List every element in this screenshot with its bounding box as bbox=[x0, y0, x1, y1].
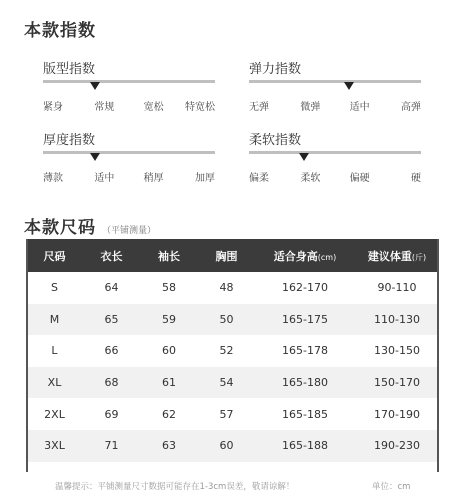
header-sleeve: 袖长 bbox=[140, 239, 198, 272]
scale-track bbox=[43, 80, 215, 83]
table-cell: 62 bbox=[140, 398, 198, 430]
table-cell: 71 bbox=[83, 430, 140, 462]
table-cell: 52 bbox=[198, 335, 255, 367]
table-cell: 63 bbox=[140, 430, 198, 462]
table-cell: 69 bbox=[83, 398, 140, 430]
scale-option: 偏硬 bbox=[349, 173, 370, 184]
scale-marker-icon bbox=[90, 82, 100, 90]
table-row bbox=[26, 430, 439, 462]
scale-option: 硬 bbox=[411, 173, 421, 184]
scale-track bbox=[249, 80, 421, 83]
scale-options bbox=[43, 98, 215, 112]
table-cell: 66 bbox=[83, 335, 140, 367]
table-cell: 65 bbox=[83, 304, 140, 336]
table-cell: L bbox=[26, 335, 83, 367]
index-label: 版型指数 bbox=[43, 62, 96, 77]
unit-label: 单位：cm bbox=[372, 482, 411, 492]
table-cell: 60 bbox=[140, 335, 198, 367]
table-cell: 3XL bbox=[26, 430, 83, 462]
table-cell: 48 bbox=[198, 272, 255, 304]
scale-marker-icon bbox=[299, 153, 309, 161]
scale-option: 柔软 bbox=[300, 173, 321, 184]
scale-marker-icon bbox=[90, 153, 100, 161]
index-label: 厚度指数 bbox=[43, 133, 96, 148]
scale-option: 薄款 bbox=[43, 173, 63, 184]
size-table bbox=[26, 239, 439, 462]
table-row bbox=[26, 398, 439, 430]
table-cell: 64 bbox=[83, 272, 140, 304]
scale-option: 无弹 bbox=[249, 102, 269, 113]
table-cell: 59 bbox=[140, 304, 198, 336]
table-header-row bbox=[26, 239, 439, 272]
table-row bbox=[26, 335, 439, 367]
scale-track bbox=[249, 151, 421, 154]
table-cell: 165-188 bbox=[255, 430, 355, 462]
table-cell: 165-178 bbox=[255, 335, 355, 367]
measurement-tip: 温馨提示：平铺测量尺寸数据可能存在1-3cm误差，敬请谅解！ bbox=[55, 482, 295, 492]
table-cell: 165-180 bbox=[255, 367, 355, 399]
header-height: 适合身高(cm) bbox=[255, 239, 355, 272]
header-length: 衣长 bbox=[83, 239, 140, 272]
scale-option: 微弹 bbox=[300, 102, 321, 113]
scale-option: 宽松 bbox=[143, 102, 164, 113]
table-cell: 2XL bbox=[26, 398, 83, 430]
table-cell: 150-170 bbox=[355, 367, 439, 399]
scale-option: 适中 bbox=[349, 102, 370, 113]
table-cell: 54 bbox=[198, 367, 255, 399]
index-label: 弹力指数 bbox=[249, 62, 302, 77]
table-cell: S bbox=[26, 272, 83, 304]
table-cell: M bbox=[26, 304, 83, 336]
scale-options bbox=[249, 169, 421, 183]
table-row bbox=[26, 367, 439, 399]
scale-track bbox=[43, 151, 215, 154]
index-label: 柔软指数 bbox=[249, 133, 302, 148]
size-title-text: 本款尺码 bbox=[24, 218, 96, 238]
table-cell: 90-110 bbox=[355, 272, 439, 304]
table-cell: 50 bbox=[198, 304, 255, 336]
scale-option: 特宽松 bbox=[185, 102, 215, 113]
scale-option: 高弹 bbox=[401, 102, 421, 113]
table-cell: 57 bbox=[198, 398, 255, 430]
table-cell: 58 bbox=[140, 272, 198, 304]
table-row bbox=[26, 272, 439, 304]
scale-option: 稍厚 bbox=[143, 173, 164, 184]
table-cell: 162-170 bbox=[255, 272, 355, 304]
table-cell: 130-150 bbox=[355, 335, 439, 367]
scale-options bbox=[43, 169, 215, 183]
size-chart-title bbox=[24, 213, 156, 238]
measure-note: （平铺测量） bbox=[102, 226, 157, 236]
scale-option: 适中 bbox=[94, 173, 115, 184]
indices-title: 本款指数 bbox=[24, 21, 96, 41]
table-cell: 190-230 bbox=[355, 430, 439, 462]
scale-option: 偏柔 bbox=[249, 173, 269, 184]
table-cell: 170-190 bbox=[355, 398, 439, 430]
table-row bbox=[26, 304, 439, 336]
scale-option: 紧身 bbox=[43, 102, 63, 113]
scale-option: 加厚 bbox=[195, 173, 215, 184]
scale-options bbox=[249, 98, 421, 112]
table-cell: 60 bbox=[198, 430, 255, 462]
table-cell: 61 bbox=[140, 367, 198, 399]
header-weight: 建议体重(斤) bbox=[355, 239, 439, 272]
header-size: 尺码 bbox=[26, 239, 83, 272]
table-cell: 165-185 bbox=[255, 398, 355, 430]
header-chest: 胸围 bbox=[198, 239, 255, 272]
table-cell: 165-175 bbox=[255, 304, 355, 336]
scale-option: 常规 bbox=[94, 102, 115, 113]
scale-marker-icon bbox=[344, 82, 354, 90]
table-cell: 68 bbox=[83, 367, 140, 399]
table-cell: XL bbox=[26, 367, 83, 399]
table-cell: 110-130 bbox=[355, 304, 439, 336]
